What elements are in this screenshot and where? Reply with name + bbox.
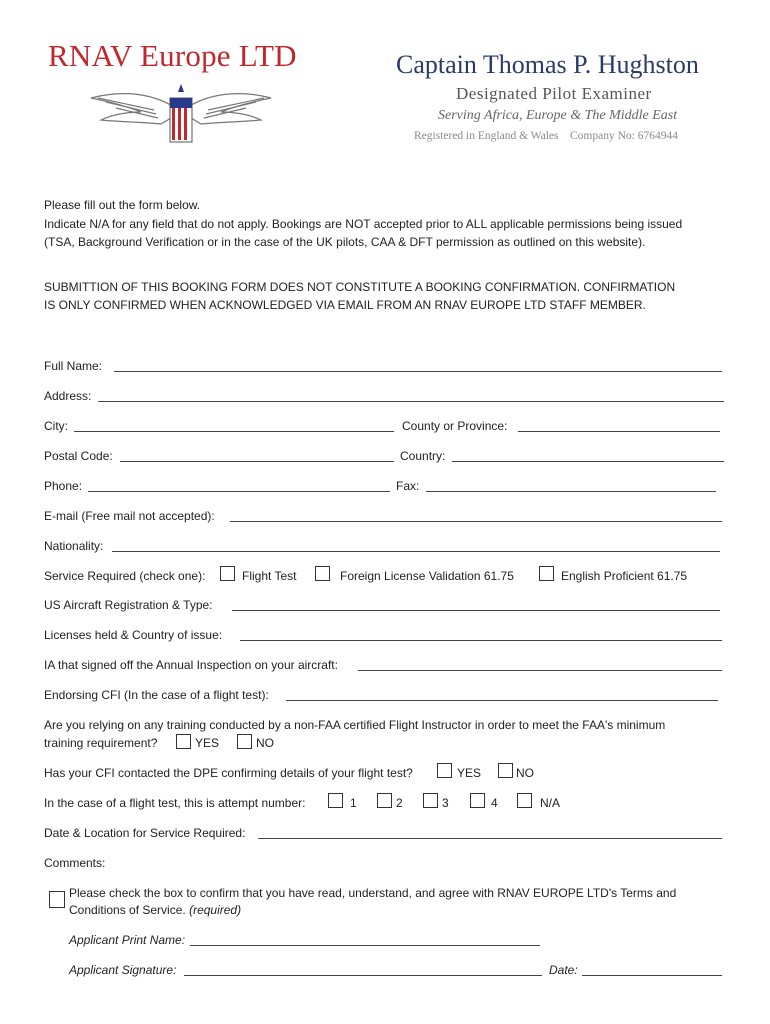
attempt-3-checkbox[interactable] [423,793,438,808]
contacted-no-label: NO [516,766,534,780]
email-field[interactable] [230,509,722,522]
licenses-field[interactable] [240,628,722,641]
terms-line-1: Please check the box to confirm that you have read, understand, and agree with RNAV EUROPE LTD's Terms and [69,886,677,900]
flight-test-label: Flight Test [242,569,297,583]
required-note: (required) [189,903,242,917]
attempt-4-label: 4 [491,796,498,810]
ia-field[interactable] [358,658,722,671]
cfi-contacted-question: Has your CFI contacted the DPE confirming details of your flight test? [44,766,413,780]
postal-code-field[interactable] [120,449,394,462]
county-field[interactable] [518,419,720,432]
print-name-field[interactable] [190,933,540,946]
postal-code-label: Postal Code: [44,449,113,463]
relying-question-line-2: training requirement? [44,736,158,750]
print-name-label: Applicant Print Name: [69,933,186,947]
attempt-1-checkbox[interactable] [328,793,343,808]
city-label: City: [44,419,68,433]
city-field[interactable] [74,419,394,432]
full-name-field[interactable] [114,359,722,372]
relying-yes-checkbox[interactable] [176,734,191,749]
ia-label: IA that signed off the Annual Inspection on your aircraft: [44,658,338,672]
date-location-field[interactable] [258,826,722,839]
attempt-na-checkbox[interactable] [517,793,532,808]
relying-no-label: NO [256,736,274,750]
english-proficient-checkbox[interactable] [539,566,554,581]
pilot-wings-logo [86,82,276,152]
intro-line-3: (TSA, Background Verification or in the case of the UK pilots, CAA & DFT permission as outlined on this website). [44,235,646,249]
notice-line-1: SUBMITTION OF THIS BOOKING FORM DOES NOT CONSTITUTE A BOOKING CONFIRMATION. CONFIRMATION [44,280,676,294]
cfi-field[interactable] [286,688,718,701]
terms-line-2: Conditions of Service. [69,903,186,917]
relying-question-line-1: Are you relying on any training conducted by a non-FAA certified Flight Instructor in order to meet the FAA's minimum [44,718,666,732]
contacted-yes-label: YES [457,766,482,780]
attempt-1-label: 1 [350,796,357,810]
county-label: County or Province: [402,419,508,433]
relying-yes-label: YES [195,736,220,750]
nationality-label: Nationality: [44,539,104,553]
signature-label: Applicant Signature: [69,963,177,977]
country-label: Country: [400,449,446,463]
foreign-license-checkbox[interactable] [315,566,330,581]
fax-field[interactable] [426,479,716,492]
service-region: Serving Africa, Europe & The Middle East [438,108,678,123]
notice-line-2: IS ONLY CONFIRMED WHEN ACKNOWLEDGED VIA EMAIL FROM AN RNAV EUROPE LTD STAFF MEMBER. [44,298,646,312]
attempt-2-checkbox[interactable] [377,793,392,808]
phone-field[interactable] [88,479,390,492]
address-label: Address: [44,389,92,403]
licenses-label: Licenses held & Country of issue: [44,628,223,642]
terms-checkbox[interactable] [49,891,65,908]
nationality-field[interactable] [112,539,720,552]
date-location-label: Date & Location for Service Required: [44,826,246,840]
english-proficient-label: English Proficient 61.75 [561,569,688,583]
relying-no-checkbox[interactable] [237,734,252,749]
cfi-label: Endorsing CFI (In the case of a flight test): [44,688,269,702]
phone-label: Phone: [44,479,83,493]
aircraft-label: US Aircraft Registration & Type: [44,598,213,612]
attempt-2-label: 2 [396,796,403,810]
comments-label: Comments: [44,856,106,870]
intro-line-2: Indicate N/A for any field that do not apply. Bookings are NOT accepted prior to ALL applicable permissions being issued [44,217,683,231]
contacted-no-checkbox[interactable] [498,763,513,778]
contacted-yes-checkbox[interactable] [437,763,452,778]
foreign-license-label: Foreign License Validation 61.75 [340,569,514,583]
service-label: Service Required (check one): [44,569,206,583]
date-label: Date: [549,963,578,977]
intro-line-1: Please fill out the form below. [44,198,201,212]
country-field[interactable] [452,449,724,462]
email-label: E-mail (Free mail not accepted): [44,509,215,523]
fax-label: Fax: [396,479,420,493]
attempt-4-checkbox[interactable] [470,793,485,808]
attempt-na-label: N/A [540,796,561,810]
flight-test-checkbox[interactable] [220,566,235,581]
examiner-title: Designated Pilot Examiner [456,84,652,103]
attempt-question: In the case of a flight test, this is attempt number: [44,796,306,810]
company-brand: RNAV Europe LTD [48,38,297,73]
aircraft-field[interactable] [232,598,720,611]
signature-field[interactable] [184,963,542,976]
full-name-label: Full Name: [44,359,103,373]
date-field[interactable] [582,963,722,976]
company-registration: Registered in England & Wales Company No: 6764944 [414,130,678,142]
examiner-name: Captain Thomas P. Hughston [396,50,699,79]
address-field[interactable] [98,389,724,402]
attempt-3-label: 3 [442,796,449,810]
